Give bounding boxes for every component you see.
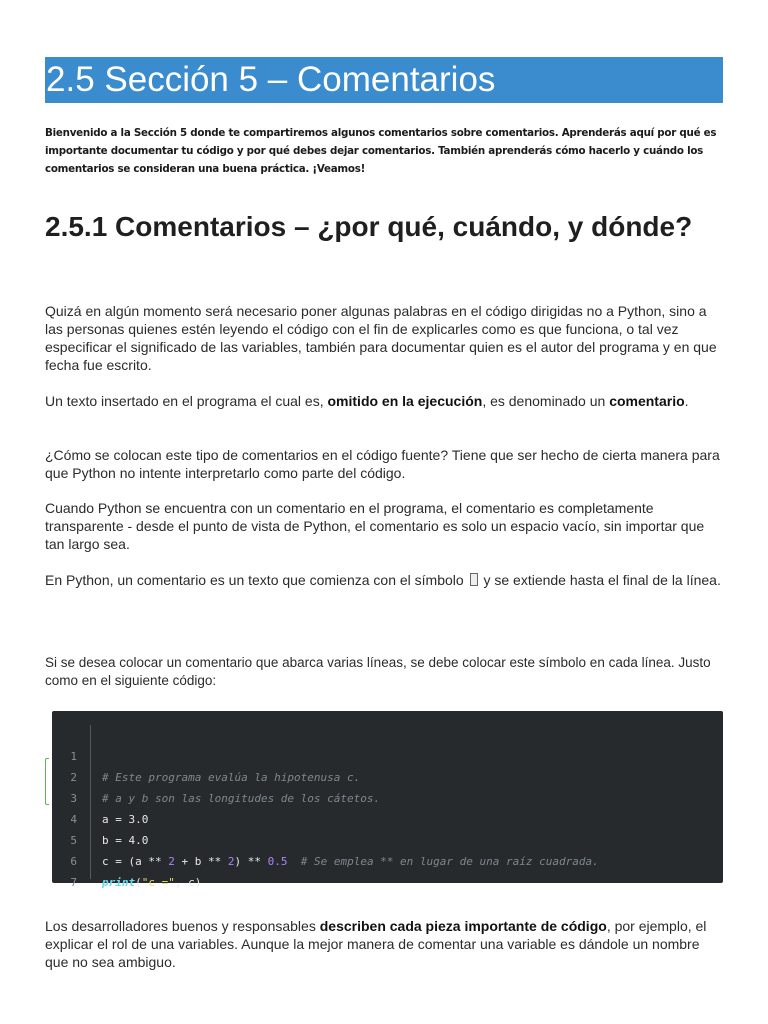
- bold-describen: describen cada pieza importante de código: [319, 918, 607, 934]
- paragraph-2: [45, 392, 725, 410]
- paragraph-2-text-b: , es denominado un: [482, 393, 610, 409]
- code-comment: # Se emplea ** en lugar de una raíz cuadrada.: [287, 855, 599, 868]
- code-keyword: print: [102, 876, 136, 889]
- line-number: 3: [70, 792, 77, 805]
- paragraph-1: Quizá en algún momento será necesario poner algunas palabras en el código dirigidas no a Python, sino a las personas quienes estén leyendo el código con el fin de explicarles como es que funciona, o tal vez especificar el significado de las variables, también para documentar quien es el autor del programa y en que fecha fue escrito.: [45, 303, 717, 373]
- line-number: 1: [70, 750, 77, 763]
- code-number: 2: [168, 855, 175, 868]
- line-number: 5: [70, 834, 77, 847]
- subsection-title: 2.5.1 Comentarios – ¿por qué, cuándo, y dónde?: [45, 211, 693, 242]
- paragraph-5: [45, 571, 725, 589]
- line-number: 7: [70, 876, 77, 889]
- section-title-bar: [45, 57, 723, 103]
- code-number: 0.5: [267, 855, 288, 868]
- bold-omitido: omitido en la ejecución: [327, 393, 483, 409]
- code-text: a = 3.0: [102, 813, 149, 826]
- code-text: , c): [174, 876, 202, 889]
- code-text: (: [135, 876, 142, 889]
- bold-comentario: comentario: [609, 393, 685, 409]
- page-title: 2.5 Sección 5 – Comentarios: [46, 60, 496, 99]
- paragraph-5-text-b: y se extiende hasta el final de la línea.: [483, 572, 721, 588]
- paragraph-7-text-b: , por ejemplo, el explicar el rol de una variables. Aunque la mejor manera de comentar una variable es dándole un nombre que no sea ambiguo.: [45, 918, 707, 970]
- code-number: 2: [227, 855, 235, 868]
- code-comment: # a y b son las longitudes de los cátetos.: [102, 792, 381, 805]
- code-string: "c =": [141, 876, 175, 889]
- paragraph-5-text-a: En Python, un comentario es un texto que comienza con el símbolo: [45, 572, 464, 588]
- paragraph-7-text-a: Los desarrolladores buenos y responsables: [45, 918, 320, 934]
- code-text: ) **: [234, 855, 268, 868]
- line-number: 4: [70, 813, 77, 826]
- paragraph-2-text-a: Un texto insertado en el programa el cual es,: [45, 393, 328, 409]
- paragraph-4: Cuando Python se encuentra con un comentario en el programa, el comentario es completamente transparente - desde el punto de vista de Python, el comentario es solo un espacio vacío, sin importar que tan largo sea.: [45, 500, 705, 552]
- code-comment: # Este programa evalúa la hipotenusa c.: [102, 771, 361, 784]
- line-number: 2: [70, 771, 77, 784]
- paragraph-7: [45, 917, 725, 971]
- selection-bracket-marker: [45, 758, 49, 805]
- code-print-call: [102, 872, 201, 893]
- paragraph-6: Si se desea colocar un comentario que abarca varias líneas, se debe colocar este símbolo en cada línea. Justo como en el siguiente código:: [45, 655, 711, 688]
- code-text: c = (a **: [102, 855, 169, 868]
- code-line-1: [52, 725, 723, 784]
- code-text: b = 4.0: [102, 834, 149, 847]
- code-block: [52, 711, 723, 889]
- paragraph-3: ¿Cómo se colocan este tipo de comentarios en el código fuente? Tiene que ser hecho de cierta manera para que Python no intente interpretarlo como parte del código.: [45, 447, 720, 481]
- paragraph-2-text-c: .: [684, 393, 689, 409]
- code-text: + b **: [174, 855, 228, 868]
- line-number: 6: [70, 855, 77, 868]
- missing-glyph-icon: [470, 573, 478, 586]
- intro-paragraph: Bienvenido a la Sección 5 donde te compartiremos algunos comentarios sobre comentarios. Aprenderás aquí por qué es importante documentar tu código y por qué debes dejar comentarios. También aprenderás cómo hacerlo y cuándo los comentarios se consideran una buena práctica. ¡Veamos!: [45, 127, 717, 176]
